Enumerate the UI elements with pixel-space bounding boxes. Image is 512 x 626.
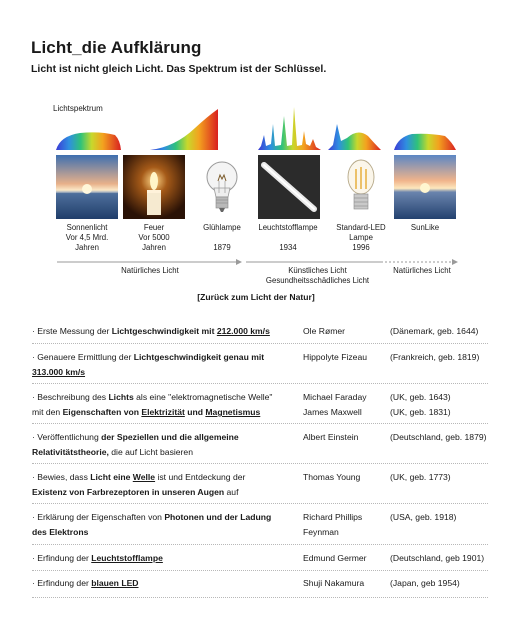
page-subtitle: Licht ist nicht gleich Licht. Das Spektrum ist der Schlüssel. — [31, 63, 327, 75]
history-item-text — [32, 350, 297, 380]
text-segment: · Beschreibung des — [32, 392, 109, 402]
row-divider — [32, 597, 488, 598]
history-item-text — [32, 430, 297, 460]
row-divider — [32, 503, 488, 504]
page-title: Licht_die Aufklärung — [31, 38, 202, 57]
history-item-origin: (Frankreich, geb. 1819) — [390, 352, 480, 362]
history-item-person: Michael Faraday James Maxwell — [303, 392, 367, 417]
history-item-origin: (UK, geb. 1773) — [390, 472, 451, 482]
caption-fluorescent: Leuchtstofflampe 1934 — [258, 223, 318, 252]
row-divider — [32, 383, 488, 384]
highlight-term: 313.000 km/s — [32, 367, 86, 377]
highlight-term: Elektrizität — [141, 407, 185, 417]
incandescent-bulb-image — [197, 155, 247, 219]
label-artificial-light: Künstliches Licht Gesundheitsschädliches Licht — [265, 266, 370, 285]
text-segment: auf — [224, 487, 239, 497]
text-segment: · Bewies, dass — [32, 472, 91, 482]
text-segment: der Speziellen und die allgemeine — [101, 432, 239, 442]
led-spectrum — [328, 124, 381, 150]
text-segment: als eine "elektromagnetische Welle" — [133, 392, 273, 402]
text-segment: Licht eine — [90, 472, 133, 482]
history-item-origin: (Deutschland, geb. 1879) — [390, 432, 487, 442]
label-natural-light: Natürliches Licht — [121, 266, 179, 275]
text-segment: · Erste Messung der — [32, 326, 112, 336]
history-item-text — [32, 390, 297, 420]
history-item-origin: (USA, geb. 1918) — [390, 512, 457, 522]
highlight-term: Magnetismus — [205, 407, 261, 417]
caption-fire: Feuer Vor 5000 Jahren — [138, 223, 170, 252]
text-segment: · Erklärung der Eigenschaften von — [32, 512, 165, 522]
history-item-text — [32, 576, 297, 591]
highlight-term: 212.000 km/s — [216, 326, 270, 336]
fluorescent-lamp-image — [258, 155, 320, 219]
candle-image — [123, 155, 185, 219]
history-item-person: Edmund Germer — [303, 553, 367, 563]
spectrum-label: Lichtspektrum — [53, 104, 103, 113]
history-item-text — [32, 324, 297, 339]
sunlike-image — [394, 155, 456, 219]
caption-sunlike: SunLike — [410, 223, 440, 232]
history-item-person: Richard Phillips Feynman — [303, 512, 363, 537]
spectrum-curves — [0, 100, 512, 152]
text-segment: · Erfindung der — [32, 553, 92, 563]
history-item-origin: (UK, geb. 1643) (UK, geb. 1831) — [390, 392, 451, 417]
fire-spectrum — [150, 109, 218, 150]
row-divider — [32, 463, 488, 464]
text-segment: Lichtgeschwindigkeit genau mit — [133, 352, 265, 362]
highlight-term: blauen LED — [91, 578, 139, 588]
back-to-nature-link[interactable]: [Zurück zum Licht der Natur] — [197, 292, 315, 302]
row-divider — [32, 544, 488, 545]
led-bulb-image — [341, 155, 381, 219]
text-segment: mit den — [32, 407, 63, 417]
row-divider — [32, 570, 488, 571]
text-segment: · Veröffentlichung — [32, 432, 102, 442]
history-item-person: Ole Rømer — [303, 326, 346, 336]
row-divider — [32, 423, 488, 424]
history-item-origin: (Dänemark, geb. 1644) — [390, 326, 479, 336]
sunlight-spectrum — [56, 132, 121, 150]
text-segment: Lichts — [108, 392, 134, 402]
text-segment: des Elektrons — [32, 527, 89, 537]
text-segment: · Erfindung der — [32, 578, 92, 588]
highlight-term: Leuchtstofflampe — [91, 553, 163, 563]
fluorescent-spectrum — [258, 107, 321, 150]
text-segment: Lichtgeschwindigkeit mit — [111, 326, 217, 336]
history-item-person: Thomas Young — [303, 472, 361, 482]
history-item-text — [32, 551, 297, 566]
label-natural-light-2: Natürliches Licht — [393, 266, 451, 275]
caption-incandescent: Glühlampe 1879 — [203, 223, 241, 252]
text-segment: die auf Licht basieren — [108, 447, 193, 457]
history-item-origin: (Japan, geb 1954) — [390, 578, 460, 588]
text-segment: Relativitätstheorie, — [32, 447, 109, 457]
history-item-person: Shuji Nakamura — [303, 578, 365, 588]
row-divider — [32, 343, 488, 344]
text-segment: Eigenschaften von — [62, 407, 142, 417]
text-segment: · Genauere Ermittlung der — [32, 352, 134, 362]
text-segment: Existenz von Farbrezeptoren in unseren Augen — [32, 487, 225, 497]
sunlight-image — [56, 155, 118, 219]
sunlike-spectrum — [394, 134, 456, 150]
history-item-person: Hippolyte Fizeau — [303, 352, 368, 362]
history-item-person: Albert Einstein — [303, 432, 359, 442]
highlight-term: Welle — [132, 472, 156, 482]
caption-led: Standard-LED Lampe 1996 — [336, 223, 386, 252]
history-item-text — [32, 470, 297, 500]
caption-sunlight: Sonnenlicht Vor 4,5 Mrd. Jahren — [65, 223, 109, 252]
text-segment: ist und Entdeckung der — [155, 472, 246, 482]
history-item-text — [32, 510, 297, 540]
text-segment: und — [184, 407, 206, 417]
history-item-origin: (Deutschland, geb 1901) — [390, 553, 485, 563]
text-segment: Photonen und der Ladung — [164, 512, 272, 522]
